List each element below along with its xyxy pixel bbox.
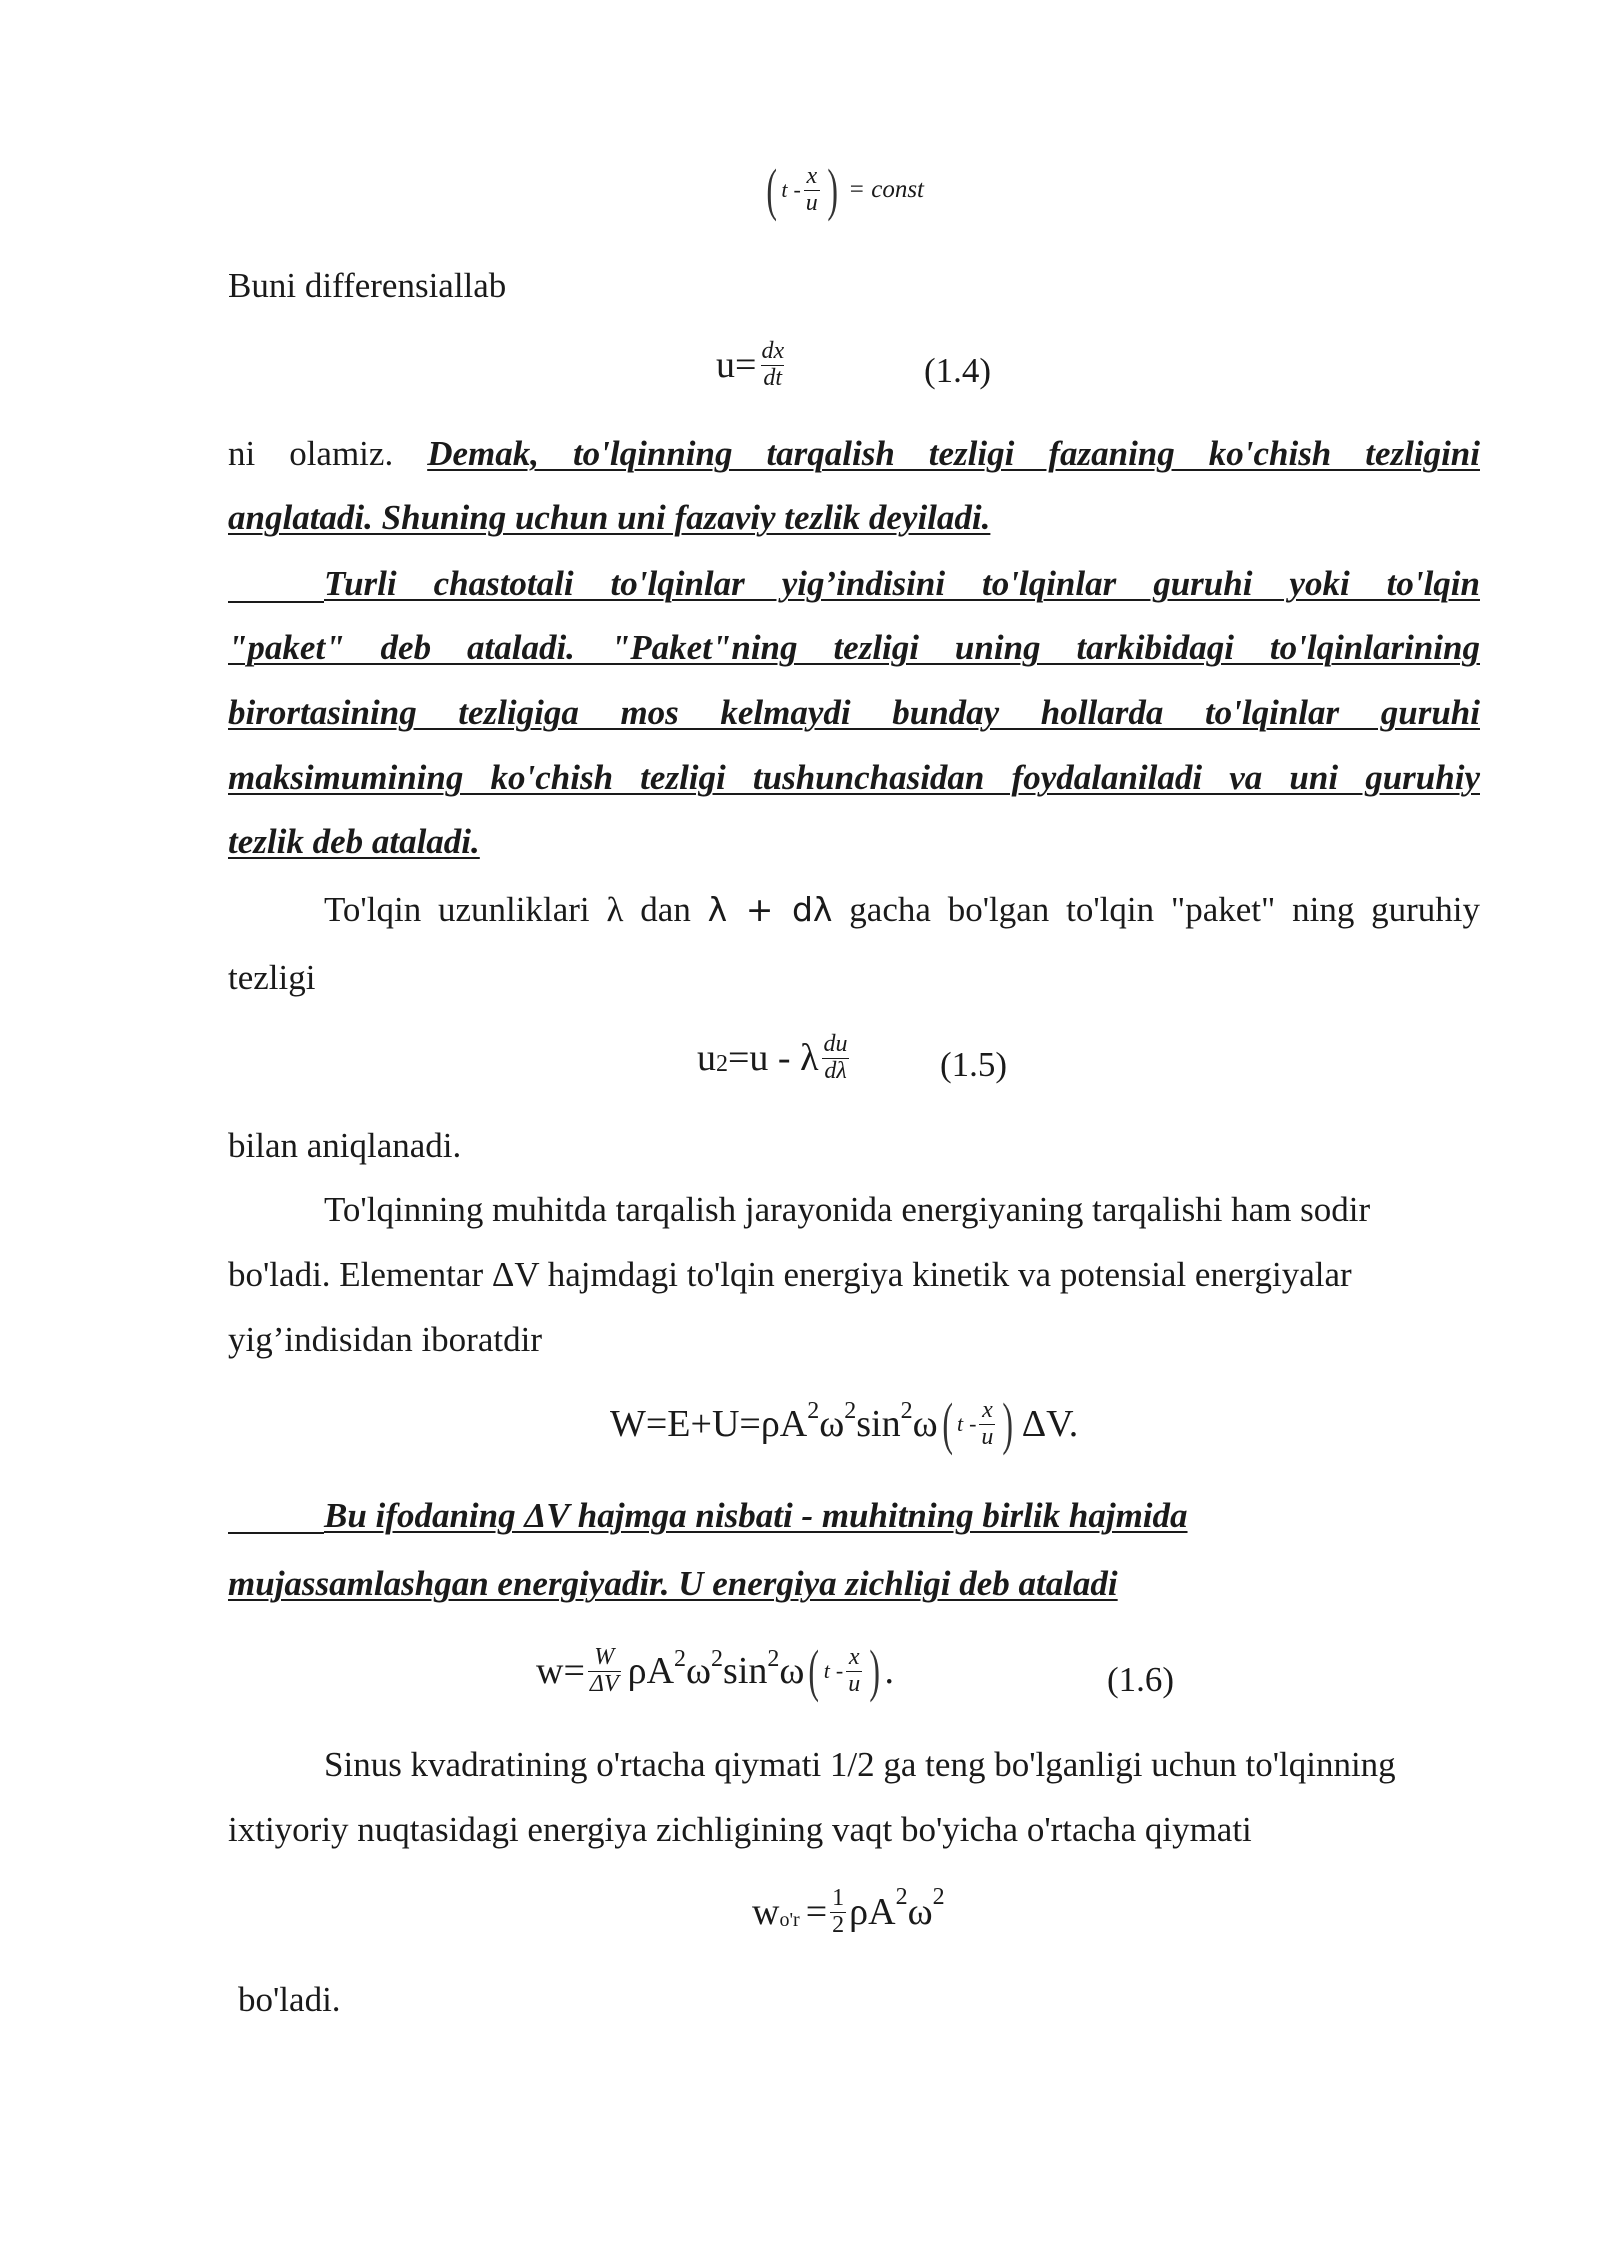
eq-superscript: 2	[711, 1646, 724, 1672]
eq-minus: -	[969, 1411, 977, 1436]
paragraph-group-line1: Turli chastotali to'lqinlar yig’indisini to'lqinlar guruhi yoki to'lqin	[324, 564, 1480, 603]
indent-underline	[228, 1532, 324, 1534]
fraction-numerator: W	[594, 1644, 615, 1671]
right-paren: )	[827, 157, 838, 222]
fraction-one-half	[830, 1886, 846, 1937]
lambda-range: λ + dλ	[707, 890, 833, 929]
fraction-denominator: dλ	[824, 1057, 847, 1084]
eq-superscript: 2	[674, 1646, 687, 1672]
paragraph-average-line2: ixtiyoriy nuqtasidagi energiya zichligining vaqt bo'yicha o'rtacha qiymati	[228, 1810, 1252, 1849]
left-paren: (	[941, 1391, 953, 1456]
sin-function: sin	[856, 1403, 901, 1445]
eq-dot: .	[884, 1650, 895, 1692]
left-paren: (	[808, 1638, 820, 1703]
eq-superscript: 2	[807, 1398, 820, 1424]
right-paren: )	[869, 1638, 881, 1703]
equation-const	[762, 150, 924, 230]
sin-function: sin	[723, 1650, 768, 1692]
eq-lhs: u	[697, 1037, 716, 1079]
fraction-denominator: 2	[832, 1911, 845, 1938]
omega-symbol: ω	[912, 1403, 938, 1445]
equation-number: (1.4)	[924, 351, 992, 390]
paragraph-group-line5: tezlik deb ataladi.	[228, 822, 480, 861]
fraction-numerator: du	[823, 1031, 848, 1058]
fraction-numerator: x	[982, 1397, 993, 1424]
paragraph-energy-line1: To'lqinning muhitda tarqalish jarayonida energiyaning tarqalishi ham sodir	[324, 1190, 1371, 1229]
fraction-denominator: u	[981, 1423, 994, 1450]
paragraph-phase-velocity-line1	[228, 436, 1480, 471]
fraction-x-over-u	[804, 164, 820, 215]
equation-1-6	[536, 1630, 894, 1712]
equation-energy	[610, 1384, 1078, 1464]
paragraph-wavelength-line2: tezligi	[228, 958, 316, 997]
equation-number: (1.5)	[940, 1045, 1008, 1084]
fraction-denominator: ΔV	[589, 1670, 619, 1697]
eq-superscript: 2	[844, 1398, 857, 1424]
eq-superscript: 2	[900, 1398, 913, 1424]
omega-symbol: ω	[779, 1650, 805, 1692]
equation-number: (1.6)	[1107, 1660, 1175, 1699]
eq-superscript: 2	[932, 1884, 945, 1910]
paragraph-determined: bilan aniqlanadi.	[228, 1126, 462, 1165]
paragraph-closing: bo'ladi.	[238, 1980, 341, 2019]
omega-symbol: ω	[819, 1403, 845, 1445]
paragraph-differentiate: Buni differensiallab	[228, 266, 507, 305]
eq-var-t: t	[823, 1658, 830, 1683]
text-segment: To'lqin uzunliklari	[324, 890, 590, 929]
text-segment: dan	[640, 890, 691, 929]
eq-mid: =u - λ	[728, 1037, 819, 1079]
equation-average-density	[752, 1872, 945, 1952]
eq-lhs: w	[752, 1891, 780, 1933]
plain-text: ni olamiz.	[228, 434, 394, 473]
paragraph-average-line1: Sinus kvadratining o'rtacha qiymati 1/2 ga teng bo'lganligi uchun to'lqinning	[324, 1745, 1396, 1784]
fraction-numerator: x	[806, 163, 818, 190]
right-paren: )	[1002, 1391, 1014, 1456]
paragraph-density-line2: mujassamlashgan energiyadir. U energiya zichligi deb ataladi	[228, 1564, 1118, 1603]
fraction-denominator: u	[805, 189, 818, 216]
omega-symbol: ω	[907, 1891, 933, 1933]
eq-equals: =	[805, 1891, 828, 1933]
paragraph-group-line4: maksimumining ko'chish tezligi tushunchasidan foydalaniladi va uni guruhiy	[228, 758, 1480, 797]
eq-var-t: t	[781, 177, 788, 202]
eq-rhs-const: = const	[848, 176, 925, 203]
eq-lhs: u=	[716, 344, 757, 386]
equation-1-5	[697, 1022, 853, 1094]
eq-subscript: o'r	[779, 1909, 800, 1931]
eq-minus: -	[835, 1658, 844, 1683]
paragraph-energy-line3: yig’indisidan iboratdir	[228, 1320, 542, 1359]
paragraph-density-line1: Bu ifodaning ΔV hajmga nisbati - muhitning birlik hajmida	[324, 1496, 1188, 1535]
left-paren: (	[766, 157, 777, 222]
paragraph-group-line2: "paket" deb ataladi. "Paket"ning tezligi uning tarkibidagi to'lqinlarining	[228, 628, 1480, 667]
fraction-x-over-u	[979, 1398, 995, 1449]
lambda-symbol: λ	[606, 890, 624, 929]
emphasis-text: Demak, to'lqinning tarqalish tezligi fazaning ko'chish tezligini	[427, 434, 1480, 473]
fraction-numerator: dx	[761, 338, 785, 365]
eq-minus: -	[793, 177, 801, 202]
indent-underline	[228, 601, 324, 603]
eq-superscript: 2	[895, 1884, 908, 1910]
fraction-numerator: 1	[832, 1885, 845, 1912]
paragraph-phase-velocity-line2: anglatadi. Shuning uchun uni fazaviy tezlik deyiladi.	[228, 498, 991, 537]
eq-lhs: W=E+U=ρA	[610, 1403, 808, 1445]
fraction-denominator: u	[848, 1670, 861, 1697]
eq-body: ρA	[627, 1650, 675, 1692]
fraction-denominator: dt	[763, 364, 783, 391]
eq-subscript: 2	[716, 1051, 728, 1077]
paragraph-energy-line2: bo'ladi. Elementar ΔV hajmdagi to'lqin energiya kinetik va potensial energiyalar	[228, 1255, 1352, 1294]
fraction-dx-dt	[759, 339, 786, 390]
fraction-numerator: x	[848, 1644, 860, 1671]
fraction-x-over-u	[846, 1645, 862, 1696]
fraction-du-dlambda	[822, 1032, 850, 1083]
eq-body: ρA	[849, 1891, 896, 1933]
omega-symbol: ω	[686, 1650, 712, 1692]
text-segment: gacha bo'lgan to'lqin "paket" ning guruhiy	[849, 890, 1481, 929]
paragraph-wavelength-line1	[324, 892, 1480, 927]
eq-var-t: t	[956, 1411, 964, 1436]
eq-tail: ΔV.	[1021, 1403, 1079, 1445]
paragraph-group-line3: birortasining tezligiga mos kelmaydi bunday hollarda to'lqinlar guruhi	[228, 693, 1480, 732]
eq-superscript: 2	[767, 1646, 780, 1672]
fraction-W-over-deltaV	[588, 1645, 621, 1696]
eq-lhs: w=	[536, 1650, 585, 1692]
equation-1-4	[716, 330, 789, 400]
